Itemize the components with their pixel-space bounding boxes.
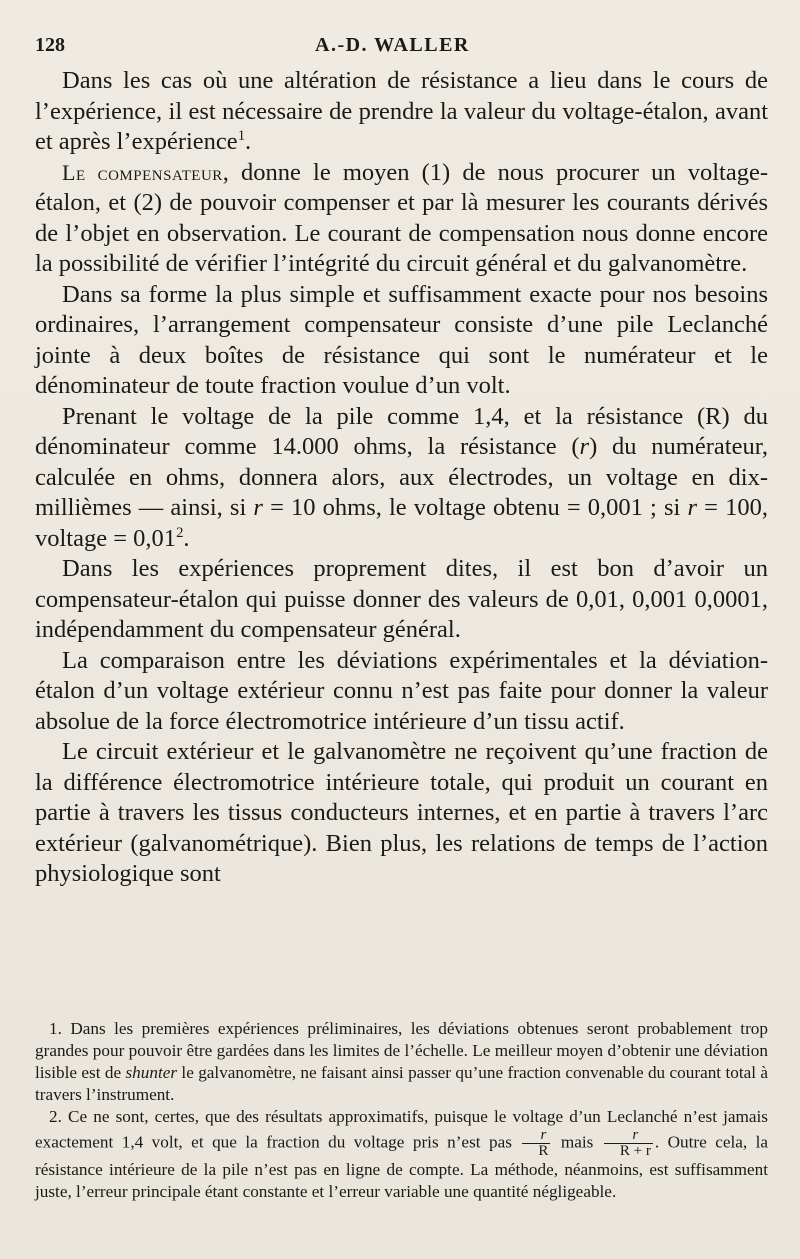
paragraph: Dans sa forme la plus simple et suffisamment exacte pour nos besoins ordinaires, l’arrangement compensateur consiste d’une pile Leclanché jointe à deux boîtes de résistance qui sont le numérateur et le dénominateur de toute fraction voulue d’un volt. [35,280,768,399]
footnotes [35,1018,768,1203]
fraction: $\frac{r}{R + r}$ [604,1128,653,1159]
smallcaps-lead: Le compensateur [62,159,223,185]
paragraph: La comparaison entre les déviations expérimentales et la déviation-étalon d’un voltage extérieur connu n’est pas faite pour donner la valeur absolue de la force électromotrice intérieure d’un tissu actif. [35,646,768,735]
fraction: $\frac{r}{R}$ [522,1128,550,1159]
footnote-1: 1. Dans les premières expériences préliminaires, les déviations obtenues seront probablement trop grandes pour pouvoir être gardées dans les limites de l’échelle. Le meilleur moyen d’obtenir une déviation lisible est de shunter le galvanomètre, ne faisant ainsi passer qu’une fraction convenable du courant total à travers l’instrument. [35,1019,769,1104]
paragraph: Le circuit extérieur et le galvanomètre ne reçoivent qu’une fraction de la différence électromotrice intérieure totale, qui produit un courant en partie à travers les tissus conducteurs internes, et en partie à travers l’arc extérieur (galvanométrique). Bien plus, les relations de temps de l’action physiologique sont [35,738,768,887]
paragraph: Dans les cas où une altération de résistance a lieu dans le cours de l’expérience, il est nécessaire de prendre la valeur du voltage-étalon, avant et après l’expérience$^1$. [35,67,768,155]
page-number: 128 [35,34,65,56]
paragraph: Dans les expériences proprement dites, il est bon d’avoir un compensateur-étalon qui puisse donner des valeurs de 0,01, 0,001 0,0001, indépendamment du compensateur général. [35,555,768,643]
paragraph: Prenant le voltage de la pile comme 1,4, et la résistance (R) du dénominateur comme 14.000 ohms, la résistance (r) du numérateur, calculée en ohms, donnera alors, aux électrodes, un voltage en dix-millièmes — ainsi, si r = 10 ohms, le voltage obtenu = 0,001 ; si r = 100, voltage = $0,01^2$. [35,402,768,552]
page-header [35,34,765,64]
footnote-ref: 1 [237,127,246,144]
footnote-2: 2. Ce ne sont, certes, que des résultats approximatifs, puisque le voltage d’un Leclanché n’est jamais exactement 1,4 volt, et que la fraction du voltage pris n’est pas $\frac{r}{R}$ mais $\frac{r}{R + r}$ . Outre cela, la résistance intérieure de la pile n’est pas en ligne de compte. La méthode, néanmoins, est suffisamment juste, l’erreur principale étant constante et l’erreur variable une quantité négligeable. [35,1107,769,1201]
footnote-ref: 2 [176,524,184,541]
main-text [35,66,768,890]
running-head: A.-D. WALLER [315,34,470,56]
paragraph: Le compensateur, donne le moyen (1) de nous procurer un voltage-étalon, et (2) de pouvoir compenser et par là mesurer les courants dérivés de l’objet en observation. Le courant de compensation nous donne encore la possibilité de vérifier l’intégrité du circuit général et du galvanomètre. [35,158,768,277]
